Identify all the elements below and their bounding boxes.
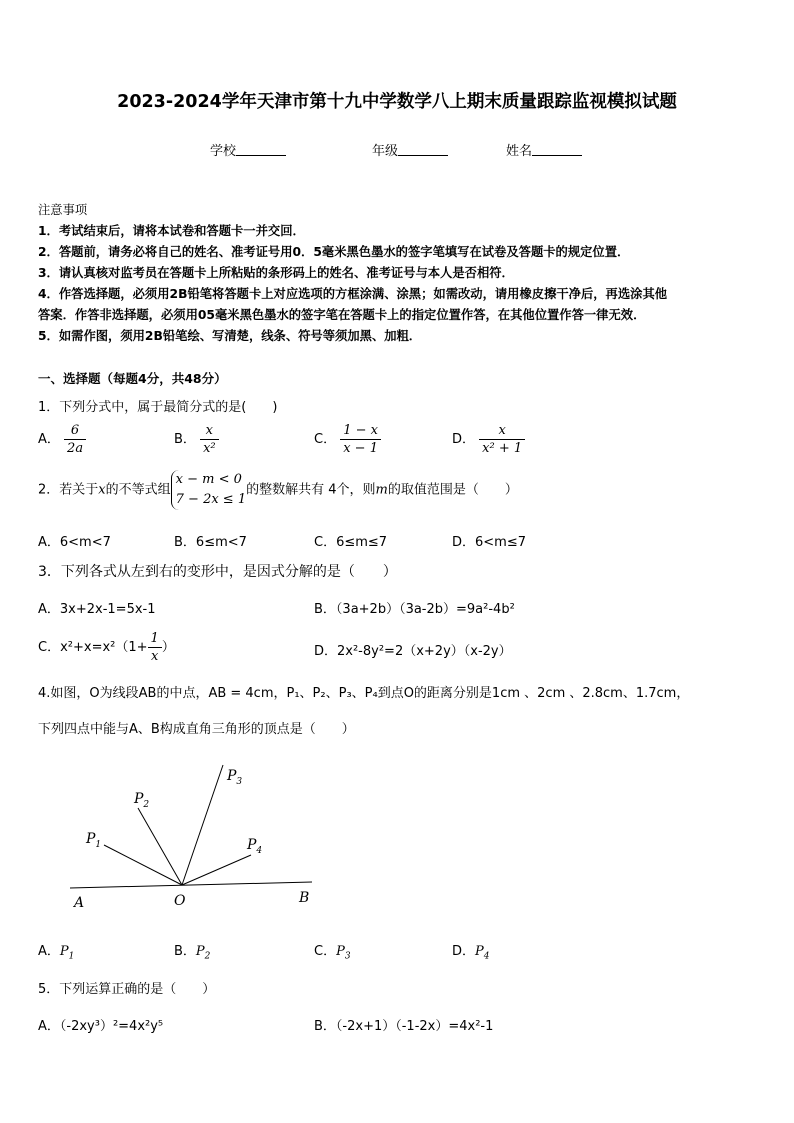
q4-option-d[interactable]	[452, 940, 490, 962]
q3c-text: C．x²+x=x²（1+	[38, 640, 148, 655]
q2-var-x: x	[98, 482, 106, 498]
q2-option-b[interactable]: B．6≤m<7	[174, 535, 247, 550]
grade-blank[interactable]	[398, 143, 448, 156]
inequality-2: 7 − 2x ≤ 1	[175, 492, 247, 507]
q2-text-pre: 2．若关于	[38, 482, 99, 498]
label-p1: $P_1$	[86, 831, 102, 850]
school-blank[interactable]	[236, 143, 286, 156]
school-field[interactable]	[210, 140, 286, 159]
numerator: 1 − x	[343, 423, 378, 438]
grade-field[interactable]	[372, 140, 448, 159]
label-b: B	[299, 890, 310, 906]
question-3-stem: 3．下列各式从左到右的变形中，是因式分解的是（ ）	[38, 564, 397, 580]
label-p3: $P_3$	[227, 768, 243, 787]
denominator: 2a	[64, 439, 86, 457]
fraction	[64, 422, 86, 457]
option-label: C．	[314, 944, 337, 959]
option-label: A．	[38, 944, 60, 959]
option-subscript: 1	[68, 951, 75, 962]
denominator: x²	[200, 439, 219, 457]
note-item: 答案．作答非选择题，必须用05毫米黑色墨水的签字笔在答题卡上的指定位置作答，在其他位置作答一律无效．	[38, 308, 646, 322]
geometry-figure	[60, 755, 330, 915]
segment-op4	[182, 855, 251, 885]
name-label: 姓名	[506, 144, 533, 159]
name-blank[interactable]	[532, 143, 582, 156]
q1-option-c[interactable]	[314, 422, 381, 457]
inequality-system	[171, 470, 246, 510]
page-title: 2023-2024学年天津市第十九中学数学八上期末质量跟踪监视模拟试题	[117, 92, 677, 112]
option-subscript: 3	[344, 951, 351, 962]
q3c-close: ）	[161, 640, 175, 655]
numerator: x	[205, 423, 213, 438]
fraction	[200, 422, 219, 457]
q2-option-c[interactable]: C．6≤m≤7	[314, 535, 388, 550]
label-a: A	[74, 895, 85, 911]
q2-text-end: 的取值范围是（ ）	[387, 482, 518, 498]
q2-option-d[interactable]: D．6<m≤7	[452, 535, 527, 550]
q3-option-c[interactable]	[38, 630, 175, 665]
q1-option-b[interactable]	[174, 422, 219, 457]
label-o: O	[174, 893, 186, 909]
option-point: P	[336, 944, 345, 959]
note-item: 2．答题前，请务必将自己的姓名、准考证号用0．5毫米黑色墨水的签字笔填写在试卷及答题卡的规定位置．	[38, 245, 630, 259]
option-label: D．	[452, 432, 476, 447]
denominator: x² + 1	[479, 439, 525, 457]
option-label: A．	[38, 432, 60, 447]
name-field[interactable]	[506, 140, 582, 159]
option-point: P	[195, 944, 205, 959]
note-item: 3．请认真核对监考员在答题卡上所粘贴的条形码上的姓名、准考证号与本人是否相符．	[38, 266, 514, 280]
q2-text-post: 的整数解共有 4个，则	[246, 482, 376, 498]
segment-op3	[182, 765, 223, 885]
q2-text-mid: 的不等式组	[105, 482, 171, 498]
section-heading: 一、选择题（每题4分，共48分）	[38, 371, 227, 386]
numerator: x	[498, 423, 506, 438]
notes-block	[38, 200, 667, 347]
q1-option-a[interactable]	[38, 422, 86, 457]
option-point: P	[475, 944, 484, 959]
q3-option-d[interactable]: D．2x²-8y²=2（x+2y）（x-2y）	[314, 644, 512, 659]
denominator: x	[148, 647, 162, 665]
denominator: x − 1	[340, 439, 381, 457]
numerator: 1	[150, 631, 159, 646]
school-label: 学校	[210, 144, 237, 159]
question-5-stem: 5．下列运算正确的是（ ）	[38, 982, 216, 997]
grade-label: 年级	[372, 144, 399, 159]
q5-option-a[interactable]: A．（-2xy³）²=4x²y⁵	[38, 1019, 164, 1034]
numerator: 6	[70, 423, 80, 438]
q2-var-m: m	[375, 482, 388, 498]
option-subscript: 2	[204, 951, 211, 962]
note-item: 4．作答选择题，必须用2B铅笔将答题卡上对应选项的方框涂满、涂黑；如需改动，请用橡皮擦干净后，再选涂其他	[38, 287, 668, 301]
option-label: C．	[314, 432, 337, 447]
fraction	[479, 422, 525, 457]
q4-option-a[interactable]	[38, 940, 74, 962]
note-item: 1．考试结束后，请将本试卷和答题卡一并交回．	[38, 224, 305, 238]
q5-option-b[interactable]: B．（-2x+1）（-1-2x）=4x²-1	[314, 1019, 494, 1034]
q1-option-d[interactable]	[452, 422, 525, 457]
notes-heading: 注意事项	[38, 203, 88, 217]
question-4-line1: 4.如图，O为线段AB的中点，AB = 4cm，P₁、P₂、P₃、P₄到点O的距离分别是1cm 、2cm 、2.8cm、1.7cm，	[38, 686, 690, 701]
question-2-stem	[38, 470, 518, 510]
q2-option-a[interactable]: A．6<m<7	[38, 535, 111, 550]
segment-ab	[70, 882, 312, 888]
q4-option-c[interactable]	[314, 940, 351, 962]
q3-option-a[interactable]: A．3x+2x-1=5x-1	[38, 602, 156, 617]
option-label: B．	[174, 944, 196, 959]
q4-option-b[interactable]	[174, 940, 210, 962]
label-p2: $P_2$	[134, 791, 150, 810]
option-label: B．	[174, 432, 196, 447]
fraction	[340, 422, 381, 457]
question-4-line2: 下列四点中能与A、B构成直角三角形的顶点是（ ）	[38, 722, 355, 737]
option-subscript: 4	[483, 951, 490, 962]
label-p4: $P_4$	[247, 837, 263, 856]
fraction	[148, 630, 162, 665]
question-1-stem: 1．下列分式中，属于最简分式的是( )	[38, 400, 278, 415]
inequality-1: x − m < 0	[175, 472, 242, 487]
note-item: 5．如需作图，须用2B铅笔绘、写清楚，线条、符号等须加黑、加粗．	[38, 329, 422, 343]
option-label: D．	[452, 944, 476, 959]
option-point: P	[59, 944, 69, 959]
q3-option-b[interactable]: B．（3a+2b）（3a-2b）=9a²-4b²	[314, 602, 515, 617]
